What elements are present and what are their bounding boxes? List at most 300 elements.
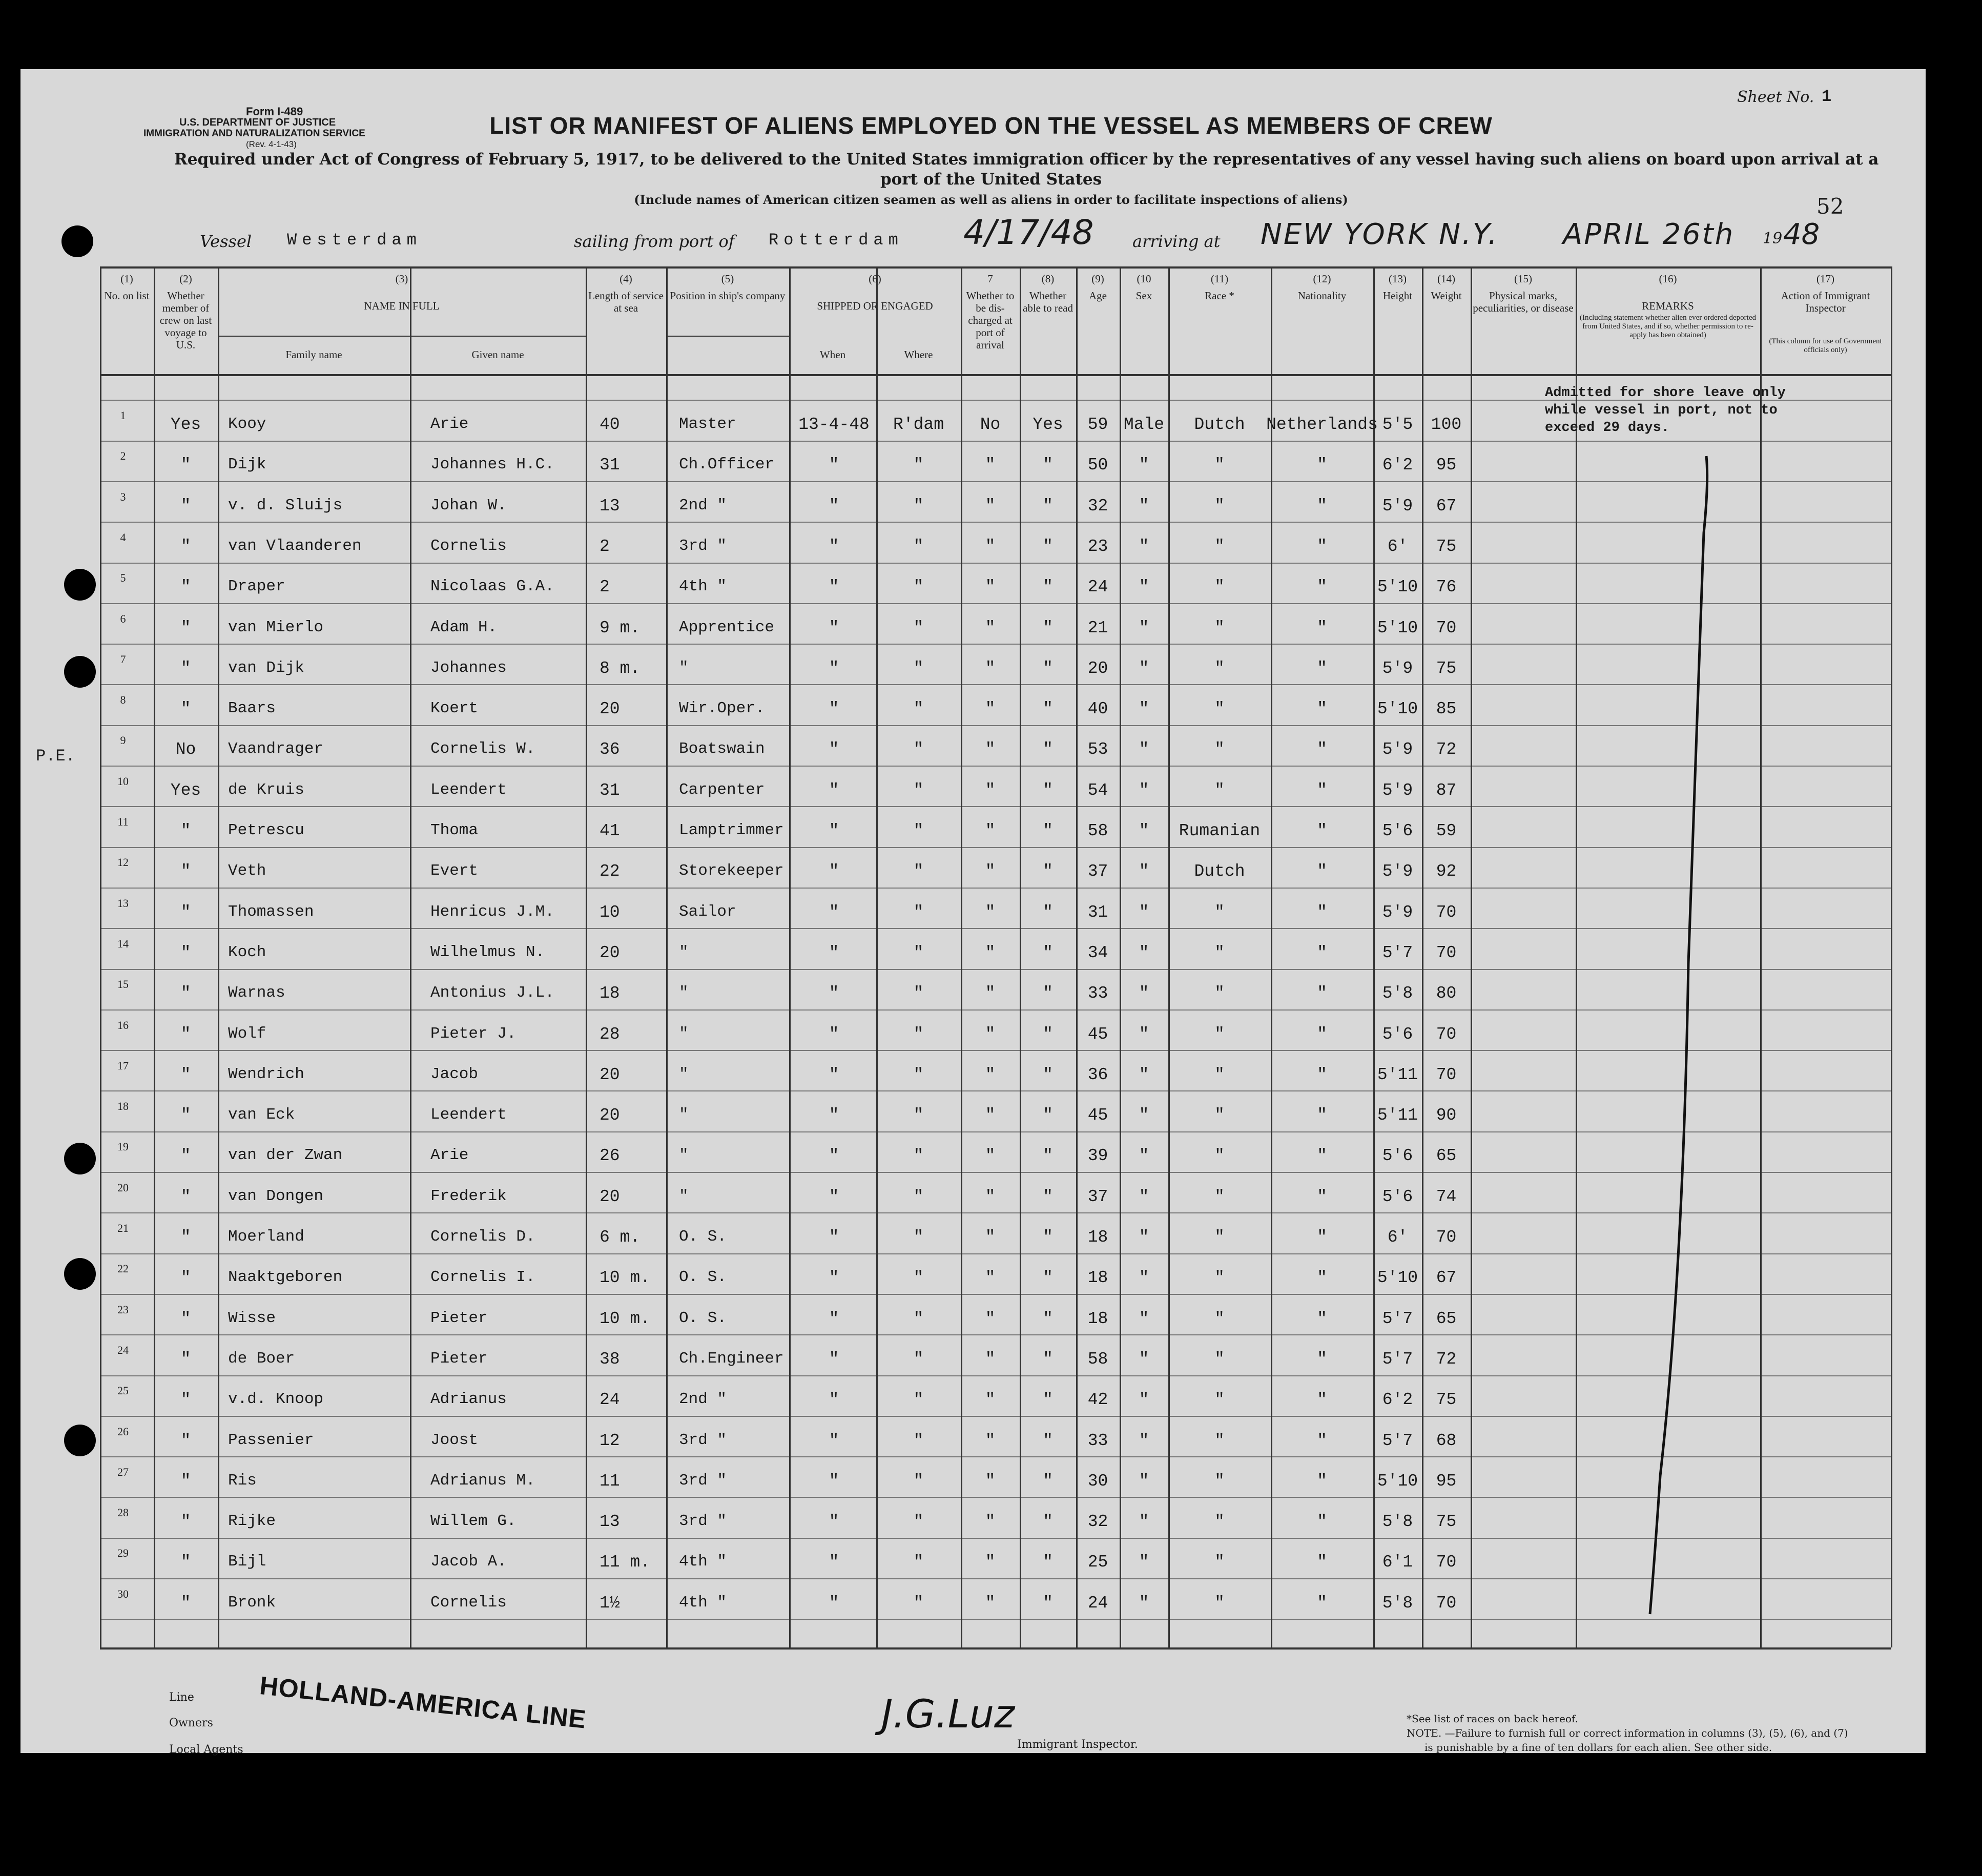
cell-sex: " bbox=[1139, 943, 1149, 962]
cell-when: " bbox=[829, 1106, 839, 1125]
cell-family: Veth bbox=[228, 862, 266, 880]
cell-family: Petrescu bbox=[228, 821, 304, 839]
cell-race: " bbox=[1214, 1187, 1225, 1206]
cell-when: " bbox=[829, 456, 839, 475]
cell-where: " bbox=[913, 943, 924, 962]
column-rule bbox=[410, 266, 411, 1647]
cell-height: 5'9 bbox=[1382, 659, 1413, 678]
row-number: 27 bbox=[117, 1466, 129, 1478]
column-number: (17) bbox=[1816, 273, 1834, 285]
cell-position: O. S. bbox=[679, 1309, 727, 1327]
cell-sex: " bbox=[1139, 497, 1149, 516]
cell-sex: " bbox=[1139, 1512, 1149, 1531]
cell-read: " bbox=[1043, 1146, 1053, 1165]
cell-service: 36 bbox=[600, 740, 620, 759]
column-header: No. on list bbox=[104, 290, 150, 302]
cell-disch: " bbox=[985, 1146, 996, 1165]
column-number: (5) bbox=[721, 273, 734, 285]
cell-read: " bbox=[1043, 1025, 1053, 1044]
cell-age: 36 bbox=[1087, 1065, 1108, 1084]
column-number: (11) bbox=[1210, 273, 1229, 285]
cell-family: de Boer bbox=[228, 1350, 295, 1368]
cell-nat: " bbox=[1317, 659, 1327, 678]
cell-read: " bbox=[1043, 1268, 1053, 1287]
footnote-races: *See list of races on back hereof. bbox=[1407, 1713, 1579, 1725]
row-number: 7 bbox=[120, 653, 126, 666]
cell-given: Cornelis bbox=[430, 537, 507, 555]
cell-family: Kooy bbox=[228, 415, 266, 433]
cell-crew: " bbox=[180, 578, 191, 596]
cell-nat: " bbox=[1317, 699, 1327, 718]
cell-where: " bbox=[913, 821, 924, 840]
cell-where: " bbox=[913, 1025, 924, 1044]
cell-position: Ch.Engineer bbox=[679, 1350, 784, 1368]
cell-age: 37 bbox=[1087, 862, 1108, 881]
cell-read: " bbox=[1043, 1553, 1053, 1572]
cell-when: " bbox=[829, 1472, 839, 1491]
cell-given: Johannes H.C. bbox=[430, 456, 554, 473]
cell-disch: " bbox=[985, 456, 996, 475]
cell-height: 5'6 bbox=[1382, 1025, 1413, 1044]
cell-nat: " bbox=[1317, 862, 1327, 881]
cell-height: 5'5 bbox=[1382, 415, 1413, 434]
row-number: 5 bbox=[120, 571, 126, 584]
subhead-where: Where bbox=[904, 348, 933, 361]
cell-family: Naaktgeboren bbox=[228, 1268, 343, 1286]
cell-sex: " bbox=[1139, 699, 1149, 718]
cell-read: " bbox=[1043, 1390, 1053, 1409]
cell-nat: " bbox=[1317, 1390, 1327, 1409]
cell-weight: 95 bbox=[1436, 1472, 1457, 1491]
cell-when: " bbox=[829, 821, 839, 840]
cell-disch: " bbox=[985, 578, 996, 596]
cell-position: Apprentice bbox=[679, 619, 775, 636]
cell-family: Wendrich bbox=[228, 1065, 304, 1083]
cell-disch: " bbox=[985, 1309, 996, 1328]
cell-service: 10 bbox=[600, 903, 620, 922]
cell-position: " bbox=[679, 943, 689, 961]
cell-race: Rumanian bbox=[1179, 821, 1261, 840]
cell-position: Sailor bbox=[679, 903, 736, 921]
arrival-date: APRIL 26th bbox=[1563, 218, 1735, 251]
cell-disch: " bbox=[985, 1512, 996, 1531]
cell-age: 34 bbox=[1087, 943, 1108, 962]
subtitle-1: Required under Act of Congress of February 5, 1917, to be delivered to the United States immigration officer by the representatives of any vessel having such aliens on board upon arrival at a bbox=[174, 150, 1879, 169]
column-header: Action of Immigrant Inspector bbox=[1781, 290, 1870, 314]
cell-family: van Eck bbox=[228, 1106, 295, 1124]
cell-weight: 72 bbox=[1436, 740, 1457, 759]
cell-weight: 92 bbox=[1436, 862, 1457, 881]
remarks-note: (Including statement whether alien ever ordered deported from United States, and if so, whether permission to re-apply has been obtained) bbox=[1579, 314, 1757, 339]
cell-where: " bbox=[913, 984, 924, 1003]
subhead-family: Family name bbox=[285, 348, 342, 361]
cell-nat: " bbox=[1317, 1350, 1327, 1369]
cell-given: Adrianus bbox=[430, 1390, 507, 1408]
sailing-label: sailing from port of bbox=[574, 232, 735, 251]
cell-nat: " bbox=[1317, 984, 1327, 1003]
cell-where: " bbox=[913, 1106, 924, 1125]
cell-service: 13 bbox=[600, 1512, 620, 1531]
sheet-label: Sheet No. bbox=[1737, 88, 1814, 106]
service: IMMIGRATION AND NATURALIZATION SERVICE bbox=[143, 128, 365, 139]
cell-family: Baars bbox=[228, 699, 276, 717]
column-rule bbox=[1576, 266, 1577, 1647]
cell-race: " bbox=[1214, 1065, 1225, 1084]
cell-read: " bbox=[1043, 1228, 1053, 1247]
cell-age: 24 bbox=[1087, 1594, 1108, 1613]
cell-read: " bbox=[1043, 862, 1053, 881]
cell-family: van Dongen bbox=[228, 1187, 324, 1205]
cell-family: Draper bbox=[228, 578, 285, 595]
cell-service: 2 bbox=[600, 578, 610, 596]
arriving-label: arriving at bbox=[1132, 232, 1221, 251]
cell-nat: " bbox=[1317, 943, 1327, 962]
cell-where: " bbox=[913, 659, 924, 678]
column-number: 7 bbox=[987, 273, 993, 285]
cell-family: Vaandrager bbox=[228, 740, 324, 758]
cell-crew: " bbox=[180, 1431, 191, 1450]
cell-read: " bbox=[1043, 1106, 1053, 1125]
row-number: 2 bbox=[120, 449, 126, 462]
subtitle-3: (Include names of American citizen seamen as well as aliens in order to facilitate inspections of aliens) bbox=[634, 192, 1348, 207]
cell-race: " bbox=[1214, 699, 1225, 718]
column-header: Nationality bbox=[1297, 290, 1347, 302]
cell-height: 6'1 bbox=[1382, 1553, 1413, 1572]
cell-disch: " bbox=[985, 1228, 996, 1247]
cell-age: 42 bbox=[1087, 1390, 1108, 1409]
cell-when: " bbox=[829, 903, 839, 922]
cell-when: " bbox=[829, 943, 839, 962]
row-number: 16 bbox=[117, 1019, 129, 1032]
cell-sex: " bbox=[1139, 1065, 1149, 1084]
cell-service: 6 m. bbox=[600, 1228, 641, 1247]
column-rule bbox=[100, 266, 101, 1647]
form-id: Form I-489 bbox=[246, 105, 303, 118]
cell-family: Wolf bbox=[228, 1025, 266, 1043]
cell-height: 5'8 bbox=[1382, 1594, 1413, 1613]
cell-sex: " bbox=[1139, 619, 1149, 637]
cell-given: Cornelis bbox=[430, 1594, 507, 1612]
cell-nat: " bbox=[1317, 903, 1327, 922]
cell-crew: " bbox=[180, 1268, 191, 1287]
cell-service: 20 bbox=[600, 1187, 620, 1206]
cell-position: 3rd " bbox=[679, 1431, 727, 1449]
cell-age: 21 bbox=[1087, 619, 1108, 637]
form-title: LIST OR MANIFEST OF ALIENS EMPLOYED ON THE VESSEL AS MEMBERS OF CREW bbox=[489, 112, 1493, 139]
cell-position: Boatswain bbox=[679, 740, 765, 758]
cell-height: 5'6 bbox=[1382, 1187, 1413, 1206]
cell-race: " bbox=[1214, 1268, 1225, 1287]
cell-where: " bbox=[913, 578, 924, 596]
cell-sex: Male bbox=[1123, 415, 1165, 434]
cell-height: 5'9 bbox=[1382, 781, 1413, 800]
cell-weight: 67 bbox=[1436, 497, 1457, 516]
cell-family: Thomassen bbox=[228, 903, 314, 921]
cell-when: " bbox=[829, 1187, 839, 1206]
cell-where: " bbox=[913, 1390, 924, 1409]
cell-sex: " bbox=[1139, 862, 1149, 881]
cell-given: Pieter J. bbox=[430, 1025, 517, 1043]
cell-weight: 100 bbox=[1431, 415, 1462, 434]
cell-age: 30 bbox=[1087, 1472, 1108, 1491]
cell-height: 5'11 bbox=[1377, 1106, 1418, 1125]
cell-service: 10 m. bbox=[600, 1268, 651, 1287]
remarks-line-3: exceed 29 days. bbox=[1545, 420, 1670, 436]
cell-sex: " bbox=[1139, 821, 1149, 840]
column-number: (1) bbox=[120, 273, 133, 285]
cell-height: 5'9 bbox=[1382, 497, 1413, 516]
cell-disch: " bbox=[985, 1350, 996, 1369]
remarks-ditto-stroke bbox=[1599, 451, 1722, 1624]
cell-given: Cornelis D. bbox=[430, 1228, 535, 1246]
cell-nat: Netherlands bbox=[1266, 415, 1378, 434]
column-number: (15) bbox=[1514, 273, 1532, 285]
cell-sex: " bbox=[1139, 1187, 1149, 1206]
owners-label: Owners bbox=[169, 1717, 213, 1729]
cell-position: O. S. bbox=[679, 1228, 727, 1246]
column-header: Physical marks, peculiarities, or disease bbox=[1473, 290, 1574, 314]
column-number: (3) bbox=[395, 273, 408, 285]
cell-height: 5'8 bbox=[1382, 1512, 1413, 1531]
cell-given: Pieter bbox=[430, 1350, 488, 1368]
cell-nat: " bbox=[1317, 1553, 1327, 1572]
cell-crew: " bbox=[180, 497, 191, 516]
cell-family: van der Zwan bbox=[228, 1146, 343, 1164]
cell-weight: 67 bbox=[1436, 1268, 1457, 1287]
cell-position: " bbox=[679, 1146, 689, 1164]
cell-service: 9 m. bbox=[600, 619, 641, 637]
vessel-label: Vessel bbox=[200, 232, 252, 251]
cell-position: 2nd " bbox=[679, 1390, 727, 1408]
cell-crew: " bbox=[180, 1025, 191, 1044]
cell-when: " bbox=[829, 862, 839, 881]
cell-crew: " bbox=[180, 1512, 191, 1531]
cell-read: " bbox=[1043, 1472, 1053, 1491]
cell-weight: 90 bbox=[1436, 1106, 1457, 1125]
cell-race: " bbox=[1214, 1512, 1225, 1531]
cell-where: " bbox=[913, 1228, 924, 1247]
column-header: REMARKS bbox=[1642, 300, 1694, 312]
cell-where: " bbox=[913, 1309, 924, 1328]
cell-weight: 72 bbox=[1436, 1350, 1457, 1369]
cell-disch: " bbox=[985, 1472, 996, 1491]
cell-given: Adam H. bbox=[430, 619, 498, 636]
cell-race: " bbox=[1214, 1431, 1225, 1450]
column-header: Whether to be dis-charged at port of arrival bbox=[966, 290, 1015, 351]
cell-crew: " bbox=[180, 619, 191, 637]
cell-disch: " bbox=[985, 1390, 996, 1409]
cell-nat: " bbox=[1317, 1146, 1327, 1165]
cell-given: Arie bbox=[430, 1146, 469, 1164]
cell-weight: 80 bbox=[1436, 984, 1457, 1003]
cell-disch: " bbox=[985, 537, 996, 556]
cell-sex: " bbox=[1139, 1146, 1149, 1165]
cell-age: 53 bbox=[1087, 740, 1108, 759]
cell-weight: 70 bbox=[1436, 1594, 1457, 1613]
inspector-label: Immigrant Inspector. bbox=[1017, 1738, 1138, 1751]
inspector-signature: J.G.Luz bbox=[881, 1691, 1015, 1737]
column-number: (9) bbox=[1091, 273, 1104, 285]
cell-height: 5'10 bbox=[1377, 619, 1418, 637]
cell-age: 37 bbox=[1087, 1187, 1108, 1206]
column-number: (2) bbox=[179, 273, 192, 285]
cell-service: 38 bbox=[600, 1350, 620, 1369]
cell-weight: 75 bbox=[1436, 659, 1457, 678]
cell-disch: " bbox=[985, 984, 996, 1003]
cell-crew: " bbox=[180, 1390, 191, 1409]
cell-crew: " bbox=[180, 659, 191, 678]
year-prefix: 19 bbox=[1763, 230, 1783, 248]
column-number: (4) bbox=[620, 273, 632, 285]
cell-where: " bbox=[913, 740, 924, 759]
cell-disch: No bbox=[980, 415, 1001, 434]
cell-weight: 70 bbox=[1436, 1025, 1457, 1044]
cell-family: Warnas bbox=[228, 984, 285, 1002]
cell-nat: " bbox=[1317, 1268, 1327, 1287]
cell-service: 31 bbox=[600, 456, 620, 475]
cell-sex: " bbox=[1139, 984, 1149, 1003]
department: U.S. DEPARTMENT OF JUSTICE bbox=[179, 117, 336, 128]
cell-nat: " bbox=[1317, 456, 1327, 475]
row-number: 10 bbox=[117, 775, 129, 788]
column-number: (13) bbox=[1389, 273, 1407, 285]
cell-position: 2nd " bbox=[679, 497, 727, 514]
punch-hole bbox=[64, 1258, 96, 1290]
cell-nat: " bbox=[1317, 821, 1327, 840]
cell-family: Dijk bbox=[228, 456, 266, 473]
cell-nat: " bbox=[1317, 781, 1327, 800]
cell-age: 58 bbox=[1087, 821, 1108, 840]
punch-hole bbox=[64, 569, 96, 601]
cell-weight: 70 bbox=[1436, 1065, 1457, 1084]
row-number: 12 bbox=[117, 856, 129, 869]
cell-weight: 70 bbox=[1436, 943, 1457, 962]
column-number: (16) bbox=[1659, 273, 1677, 285]
cell-crew: Yes bbox=[170, 781, 201, 800]
cell-crew: No bbox=[175, 740, 196, 759]
cell-given: Frederik bbox=[430, 1187, 507, 1205]
cell-race: " bbox=[1214, 497, 1225, 516]
cell-disch: " bbox=[985, 619, 996, 637]
cell-age: 33 bbox=[1087, 984, 1108, 1003]
cell-age: 54 bbox=[1087, 781, 1108, 800]
footnote-penalty-2: is punishable by a fine of ten dollars for each alien. See other side. bbox=[1424, 1741, 1772, 1754]
cell-weight: 70 bbox=[1436, 1228, 1457, 1247]
cell-when: " bbox=[829, 699, 839, 718]
cell-nat: " bbox=[1317, 497, 1327, 516]
cell-race: " bbox=[1214, 1472, 1225, 1491]
cell-sex: " bbox=[1139, 1228, 1149, 1247]
row-number: 9 bbox=[120, 734, 126, 747]
cell-position: 3rd " bbox=[679, 1472, 727, 1490]
row-number: 4 bbox=[120, 531, 126, 544]
cell-sex: " bbox=[1139, 1594, 1149, 1613]
cell-disch: " bbox=[985, 1106, 996, 1125]
cell-nat: " bbox=[1317, 1025, 1327, 1044]
cell-service: 20 bbox=[600, 1106, 620, 1125]
cell-position: Ch.Officer bbox=[679, 456, 775, 473]
cell-age: 33 bbox=[1087, 1431, 1108, 1450]
cell-family: v.d. Knoop bbox=[228, 1390, 324, 1408]
cell-crew: " bbox=[180, 1594, 191, 1613]
cell-age: 32 bbox=[1087, 497, 1108, 516]
row-number: 29 bbox=[117, 1547, 129, 1559]
cell-disch: " bbox=[985, 1187, 996, 1206]
column-rule bbox=[1471, 266, 1472, 1647]
name-subhead-rule bbox=[218, 336, 586, 337]
remarks-line-1: Admitted for shore leave only bbox=[1545, 385, 1786, 401]
row-number: 28 bbox=[117, 1506, 129, 1519]
cell-service: 22 bbox=[600, 862, 620, 881]
cell-read: " bbox=[1043, 1431, 1053, 1450]
cell-service: 8 m. bbox=[600, 659, 641, 678]
cell-sex: " bbox=[1139, 740, 1149, 759]
cell-weight: 65 bbox=[1436, 1146, 1457, 1165]
cell-disch: " bbox=[985, 862, 996, 881]
cell-age: 58 bbox=[1087, 1350, 1108, 1369]
column-rule bbox=[1760, 266, 1762, 1647]
cell-read: " bbox=[1043, 456, 1053, 475]
cell-crew: " bbox=[180, 1187, 191, 1206]
cell-read: " bbox=[1043, 699, 1053, 718]
cell-sex: " bbox=[1139, 1309, 1149, 1328]
row-number: 24 bbox=[117, 1344, 129, 1356]
cell-family: de Kruis bbox=[228, 781, 304, 799]
cell-disch: " bbox=[985, 1025, 996, 1044]
cell-nat: " bbox=[1317, 619, 1327, 637]
table-top-rule bbox=[100, 266, 1891, 269]
cell-when: " bbox=[829, 578, 839, 596]
cell-read: " bbox=[1043, 659, 1053, 678]
cell-nat: " bbox=[1317, 1512, 1327, 1531]
cell-service: 10 m. bbox=[600, 1309, 651, 1328]
cell-position: O. S. bbox=[679, 1268, 727, 1286]
cell-where: " bbox=[913, 1472, 924, 1491]
cell-race: " bbox=[1214, 537, 1225, 556]
cell-where: " bbox=[913, 619, 924, 637]
cell-weight: 75 bbox=[1436, 1512, 1457, 1531]
cell-age: 24 bbox=[1087, 578, 1108, 596]
cell-service: 12 bbox=[600, 1431, 620, 1450]
cell-read: " bbox=[1043, 781, 1053, 800]
cell-height: 5'7 bbox=[1382, 1431, 1413, 1450]
cell-weight: 65 bbox=[1436, 1309, 1457, 1328]
cell-position: " bbox=[679, 1187, 689, 1205]
column-number: (14) bbox=[1437, 273, 1455, 285]
cell-height: 5'6 bbox=[1382, 821, 1413, 840]
cell-service: 31 bbox=[600, 781, 620, 800]
cell-position: 4th " bbox=[679, 1594, 727, 1612]
cell-race: " bbox=[1214, 1390, 1225, 1409]
cell-crew: Yes bbox=[170, 415, 201, 434]
cell-read: " bbox=[1043, 497, 1053, 516]
cell-given: Thoma bbox=[430, 821, 479, 839]
shipped-subhead-rule bbox=[666, 336, 789, 337]
cell-crew: " bbox=[180, 943, 191, 962]
cell-position: 4th " bbox=[679, 1553, 727, 1571]
column-header: SHIPPED OR ENGAGED bbox=[817, 300, 933, 312]
cell-when: " bbox=[829, 497, 839, 516]
column-header: Whether member of crew on last voyage to U.S. bbox=[159, 290, 212, 351]
cell-disch: " bbox=[985, 497, 996, 516]
cell-race: " bbox=[1214, 1228, 1225, 1247]
cell-position: Carpenter bbox=[679, 781, 765, 799]
cell-when: " bbox=[829, 781, 839, 800]
cell-sex: " bbox=[1139, 578, 1149, 596]
cell-when: " bbox=[829, 1146, 839, 1165]
column-header: Whether able to read bbox=[1023, 290, 1073, 314]
cell-nat: " bbox=[1317, 1309, 1327, 1328]
